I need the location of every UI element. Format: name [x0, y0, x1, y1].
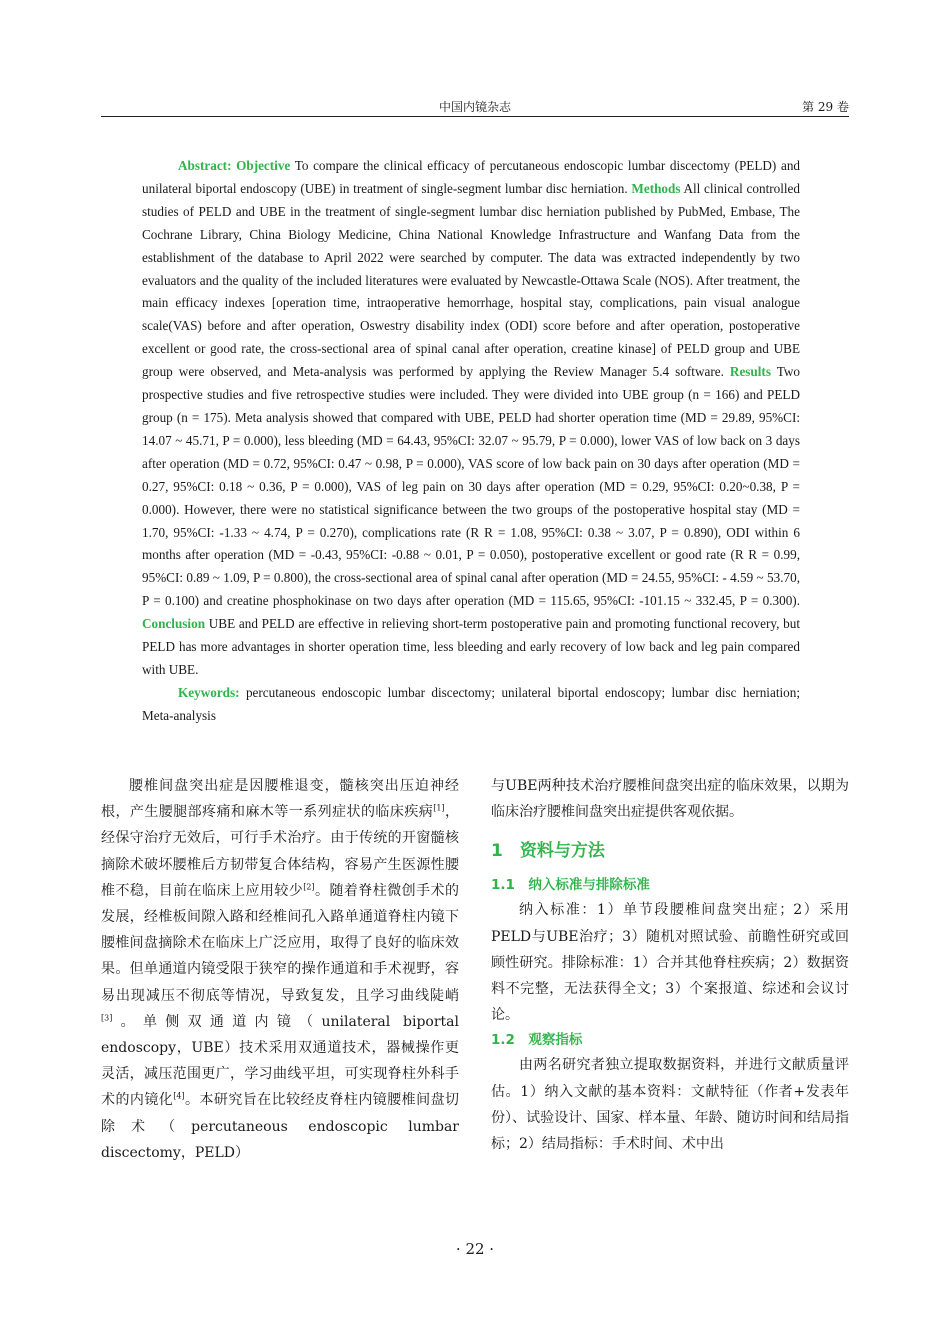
- page-number: · 22 ·: [455, 1240, 495, 1258]
- intro-text-1: 腰椎间盘突出症是因腰椎退变，髓核突出压迫神经根，产生腰腿部疼痛和麻木等一系列症状的临床疾病: [101, 778, 459, 821]
- intro-text-2: ，经保守治疗无效后，可行手术治疗。由于传统的开窗髓核摘除术破坏腰椎后方韧带复合体结构，容易产生医源性腰椎不稳，目前在临床上应用较少: [101, 804, 460, 899]
- abstract: [142, 155, 800, 728]
- citation-4[interactable]: [4]: [173, 1091, 185, 1101]
- results-label: Results: [729, 364, 771, 380]
- right-column: [491, 773, 849, 1157]
- methods-text: All clinical controlled studies of PELD and UBE in the treatment of single-segment lumbar disc herniation published by PubMed, Embase, The Cochrane Library, China Biology Medicine, China National Knowledge Infrastructure and Wanfang Data from the establishment of the database to April 2022 were searched by computer. The data was extracted independently by two evaluators and the quality of the included literatures were evaluated by Newcastle-Ottawa Scale (NOS). After treatment, the main efficacy indexes [operation time, intraoperative hemorrhage, hospital stay, complications, pain visual analogue scale(VAS) before and after operation, Oswestry disability index (ODI) score before and after operation, postoperative excellent or good rate, the cross-sectional area of spinal canal after operation, creatine kinase] of PELD group and UBE group were observed, and Meta-analysis was performed by applying the Review Manager 5.4 software.: [142, 180, 801, 380]
- volume-label: 第 29 卷: [802, 100, 849, 114]
- keywords-text: percutaneous endoscopic lumbar discectomy; unilateral biportal endoscopy; lumbar disc herniation; Meta-analysis: [142, 684, 800, 723]
- journal-title: 中国内镜杂志: [438, 100, 511, 114]
- conclusion-text: UBE and PELD are effective in relieving short-term postoperative pain and promoting functional recovery, but PELD has more advantages in shorter operation time, less bleeding and early recovery of low back and leg pain compared with UBE.: [142, 616, 800, 677]
- keywords: [142, 682, 800, 728]
- subsection-heading-1-2: 1.2 观察指标: [491, 1032, 583, 1049]
- subsection-heading-1-1: 1.1 纳入标准与排除标准: [491, 877, 650, 894]
- intro-continued: 与UBE两种技术治疗腰椎间盘突出症的临床效果，以期为临床治疗腰椎间盘突出症提供客观依据。: [491, 778, 849, 821]
- citation-2[interactable]: [2]: [303, 882, 315, 892]
- indicators-paragraph: 由两名研究者独立提取数据资料，并进行文献质量评估。1）纳入文献的基本资料：文献特征（作者+发表年份）、试验设计、国家、样本量、年龄、随访时间和结局指标；2）结局指标：手术时间、术中出: [491, 1057, 849, 1153]
- objective-text: To compare the clinical efficacy of percutaneous endoscopic lumbar discectomy (PELD) and unilateral biportal endoscopy (UBE) in treatment of single-segment lumbar disc herniation.: [142, 158, 801, 196]
- conclusion-label: Conclusion: [142, 616, 206, 632]
- citation-3[interactable]: [3]: [101, 1013, 113, 1023]
- left-column: [101, 773, 459, 1166]
- objective-label: Abstract: Objective: [178, 158, 291, 173]
- methods-label: Methods: [631, 180, 681, 196]
- intro-text-3: 。随着脊柱微创手术的发展，经椎板间隙入路和经椎间孔入路单通道脊柱内镜下腰椎间盘摘除术在临床上广泛应用，取得了良好的临床效果。但单通道内镜受限于狭窄的操作通道和手术视野，容易出现减压不彻底等情况，导致复发，且学习曲线陡峭: [101, 882, 460, 1004]
- running-header: [101, 96, 849, 117]
- section-heading-1: 1 资料与方法: [491, 841, 605, 862]
- criteria-paragraph: 纳入标准：1）单节段腰椎间盘突出症；2）采用PELD与UBE治疗；3）随机对照试验、前瞻性研究或回顾性研究。排除标准：1）合并其他脊柱疾病；2）数据资料不完整，无法获得全文；3）个案报道、综述和会议讨论。: [491, 902, 849, 1024]
- keywords-label: Keywords:: [178, 684, 240, 700]
- abstract-body: [142, 155, 800, 682]
- intro-text-4: 。单侧双通道内镜（unilateral biportal endoscopy，UBE）技术采用双通道技术，器械操作更灵活，减压范围更广，学习曲线平坦，可实现脊柱外科手术的内镜化: [101, 1013, 459, 1109]
- citation-1[interactable]: [1]: [433, 803, 445, 813]
- intro-paragraph: [101, 773, 459, 1166]
- intro-text-5: 。本研究旨在比较经皮脊柱内镜腰椎间盘切除术（percutaneous endoscopic lumbar discectomy，PELD）: [101, 1092, 460, 1161]
- results-text: Two prospective studies and five retrospective studies were included. They were divided into UBE group (n = 166) and PELD group (n = 175). Meta analysis showed that compared with UBE, PELD had shorter operation time (MD = 29.89, 95%CI: 14.07 ~ 45.71, P = 0.000), less bleeding (MD = 64.43, 95%CI: 32.07 ~ 95.79, P = 0.000), lower VAS of low back on 3 days after operation (MD = 0.72, 95%CI: 0.47 ~ 0.98, P = 0.000), VAS score of low back pain on 30 days after operation (MD = 0.27, 95%CI: 0.18 ~ 0.36, P = 0.000), VAS of leg pain on 30 days after operation (MD = 0.29, 95%CI: 0.20~0.38, P = 0.000). However, there were no statistical significance between the two groups of the postoperative hospital stay (MD = 1.70, 95%CI: -1.33 ~ 4.74, P = 0.270), complications rate (R R = 1.08, 95%CI: 0.38 ~ 3.07, P = 0.890), ODI within 6 months after operation (MD = -0.43, 95%CI: -0.88 ~ 0.01, P = 0.050), postoperative excellent or good rate (R R = 0.99, 95%CI: 0.89 ~ 1.09, P = 0.800), the cross-sectional area of spinal canal after operation (MD = 24.55, 95%CI: - 4.59 ~ 53.70, P = 0.100) and creatine phosphokinase on two days after operation (MD = 115.65, 95%CI: -101.15 ~ 332.45, P = 0.300).: [142, 364, 801, 609]
